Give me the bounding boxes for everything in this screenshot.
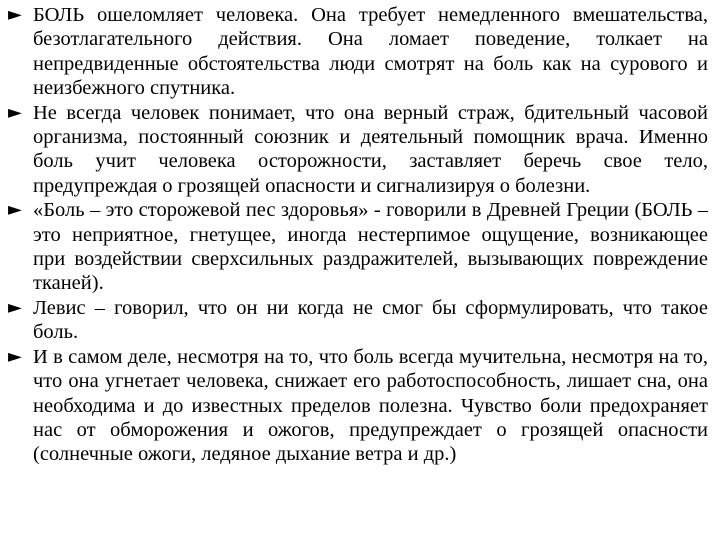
arrow-bullet-icon: ► <box>8 199 22 221</box>
bullet-paragraph-5 <box>8 345 708 467</box>
arrow-bullet-icon: ► <box>8 296 22 318</box>
paragraph-text: Не всегда человек понимает, что она верный страж, бдительный часовой организма, постоянный союзник и деятельный помощник врача. Именно боль учит человека осторожности, заставляет беречь свое тело, предупреждая о грозящей опасности и сигнализируя о болезни. <box>33 101 708 197</box>
bullet-paragraph-1 <box>8 3 708 101</box>
arrow-bullet-icon: ► <box>8 4 22 25</box>
paragraph-text: Левис – говорил, что он ни когда не смог бы сформулировать, что такое боль. <box>33 296 708 344</box>
arrow-bullet-icon: ► <box>8 345 22 367</box>
paragraph-text: «Боль – это сторожевой пес здоровья» - говорили в Древней Греции (БОЛЬ – это неприятное, гнетущее, иногда нестерпимое ощущение, возникающее при воздействии сверхсильных раздражителей, вызывающих повреждение тканей). <box>33 199 708 295</box>
arrow-bullet-icon: ► <box>8 101 22 123</box>
paragraph-text: И в самом деле, несмотря на то, что боль всегда мучительна, несмотря на то, что она угнетает человека, снижает его работоспособность, лишает сна, она необходима и до известных пределов полезна. Чувство боли предохраняет нас от обморожения и ожогов, предупреждает о грозящей опасности (солнечные ожоги, ледяное дыхание ветра и др.) <box>33 345 708 466</box>
bullet-paragraph-2 <box>8 101 708 199</box>
paragraph-text: БОЛЬ ошеломляет человека. Она требует немедленного вмешательства, безотлагательного действия. Она ломает поведение, толкает на непредвиденные обстоятельства люди смотрят на боль как на сурового и неизбежного спутника. <box>33 4 708 100</box>
bullet-paragraph-4 <box>8 296 708 345</box>
bullet-paragraph-3 <box>8 198 708 296</box>
slide-text-body <box>8 3 708 467</box>
